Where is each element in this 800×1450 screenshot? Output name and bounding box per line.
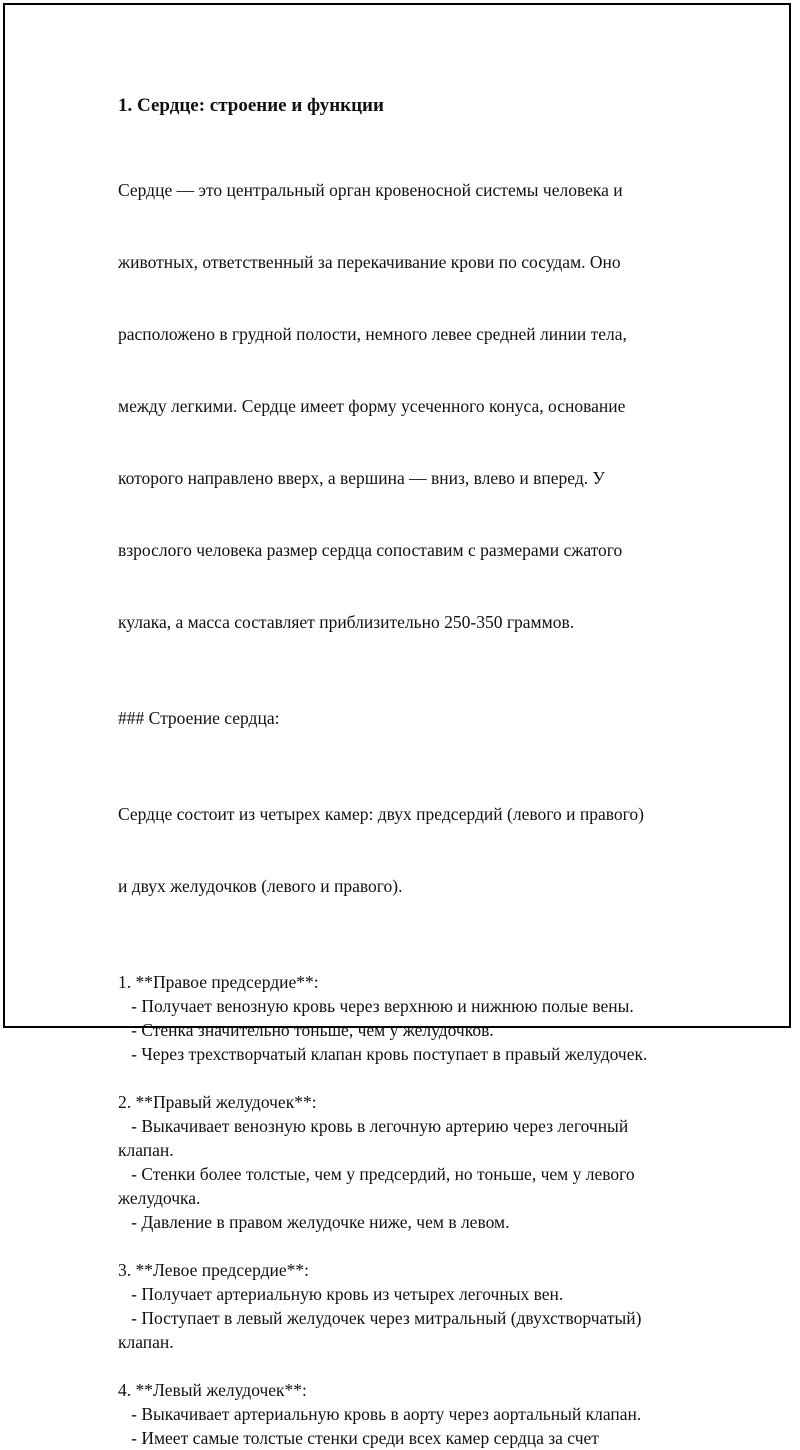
- intro-line: которого направлено вверх, а вершина — вниз, влево и вперед. У: [118, 468, 605, 488]
- chambers-line: и двух желудочков (левого и правого).: [118, 876, 403, 896]
- intro-line: расположено в грудной полости, немного левее средней линии тела,: [118, 324, 627, 344]
- spacer: [118, 946, 718, 970]
- spacer: [118, 1066, 718, 1090]
- list-item-title: 3. **Левое предсердие**:: [118, 1260, 309, 1280]
- list-item-title: 1. **Правое предсердие**:: [118, 972, 319, 992]
- list-item-line: - Через трехстворчатый клапан кровь поступает в правый желудочек.: [118, 1044, 648, 1064]
- list-item-line: - Стенки более толстые, чем у предсердий, но тоньше, чем у левого: [118, 1164, 635, 1184]
- spacer: [118, 1354, 718, 1378]
- intro-line: животных, ответственный за перекачивание крови по сосудам. Оно: [118, 252, 621, 272]
- list-item-left-atrium: [118, 1258, 718, 1354]
- list-item-title: 2. **Правый желудочек**:: [118, 1092, 317, 1112]
- list-item-line: - Получает артериальную кровь из четырех легочных вен.: [118, 1284, 564, 1304]
- chambers-line: Сердце состоит из четырех камер: двух предсердий (левого и правого): [118, 804, 644, 824]
- list-item-right-ventricle: [118, 1090, 718, 1234]
- list-item-line: - Выкачивает артериальную кровь в аорту через аортальный клапан.: [118, 1404, 642, 1424]
- document-body: [118, 92, 718, 1450]
- section-subheading: ### Строение сердца:: [118, 708, 280, 728]
- list-item-line: - Получает венозную кровь через верхнюю и нижнюю полые вены.: [118, 996, 634, 1016]
- list-item-title: 4. **Левый желудочек**:: [118, 1380, 307, 1400]
- list-item-left-ventricle: [118, 1378, 718, 1450]
- intro-line: взрослого человека размер сердца сопоставим с размерами сжатого: [118, 540, 623, 560]
- intro-line: между легкими. Сердце имеет форму усеченного конуса, основание: [118, 396, 626, 416]
- intro-line: Сердце — это центральный орган кровеносной системы человека и: [118, 180, 623, 200]
- intro-paragraph: [118, 130, 718, 682]
- spacer: [118, 730, 718, 754]
- list-item-right-atrium: [118, 970, 718, 1066]
- list-item-line: - Поступает в левый желудочек через митральный (двухстворчатый): [118, 1308, 642, 1328]
- list-item-line: - Выкачивает венозную кровь в легочную артерию через легочный: [118, 1116, 629, 1136]
- document-heading: 1. Сердце: строение и функции: [118, 95, 384, 116]
- list-item-line: клапан.: [118, 1332, 174, 1352]
- list-item-line: - Стенка значительно тоньше, чем у желудочков.: [118, 1020, 494, 1040]
- list-item-line: клапан.: [118, 1140, 174, 1160]
- list-item-line: желудочка.: [118, 1188, 201, 1208]
- spacer: [118, 682, 718, 706]
- intro-line: кулака, а масса составляет приблизительно 250-350 граммов.: [118, 612, 575, 632]
- spacer: [118, 1234, 718, 1258]
- chambers-paragraph: [118, 754, 718, 946]
- list-item-line: - Давление в правом желудочке ниже, чем в левом.: [118, 1212, 510, 1232]
- list-item-line: - Имеет самые толстые стенки среди всех камер сердца за счет: [118, 1428, 599, 1448]
